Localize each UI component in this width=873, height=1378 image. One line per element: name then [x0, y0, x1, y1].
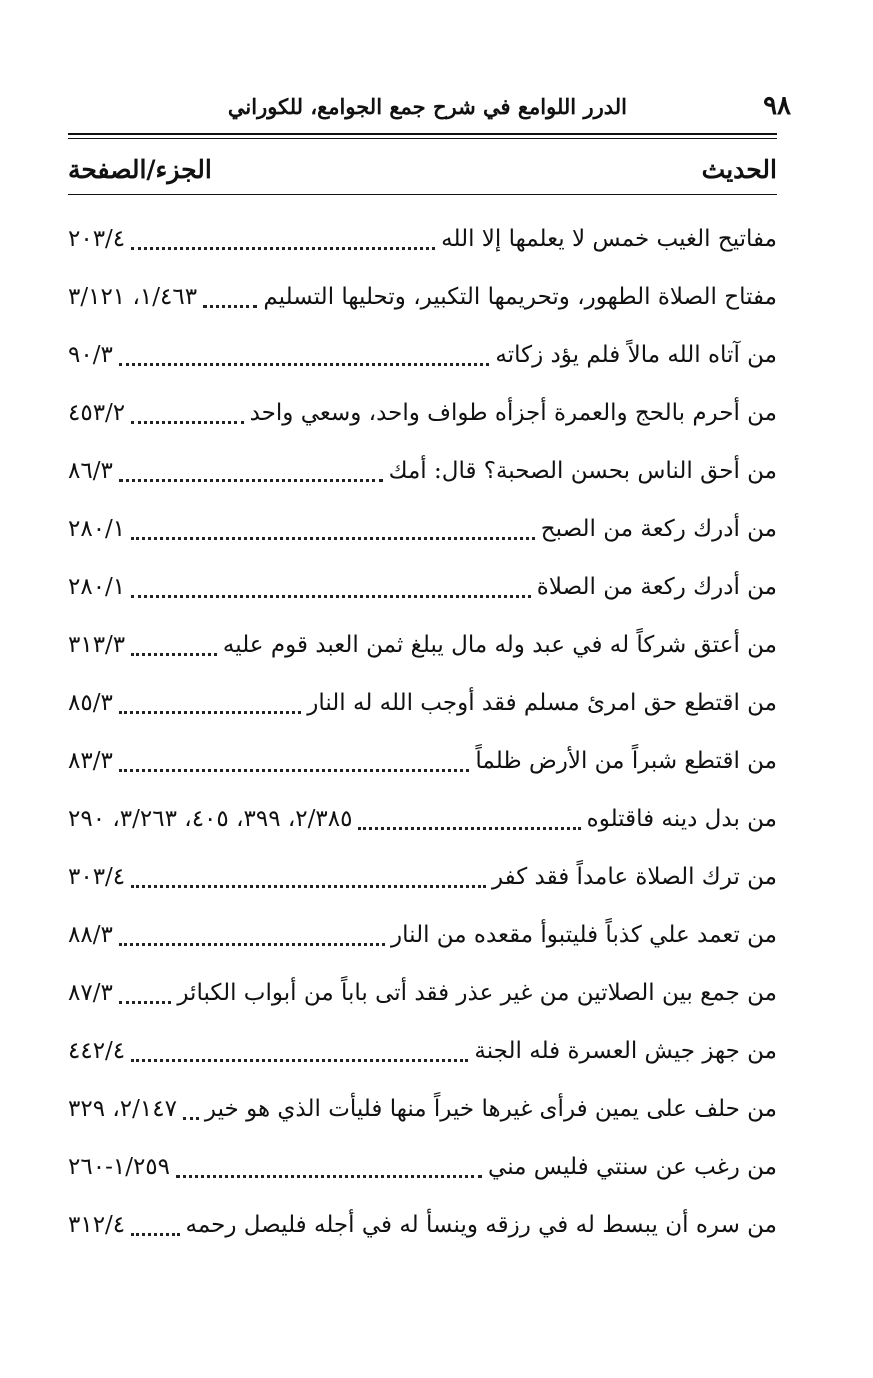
leader-dots	[203, 305, 257, 308]
hadith-text: من أدرك ركعة من الصبح	[540, 516, 777, 542]
hadith-text: من أعتق شركاً له في عبد وله مال يبلغ ثمن العبد قوم عليه	[222, 632, 777, 658]
hadith-text: من سره أن يبسط له في رزقه وينسأ له في أجله فليصل رحمه	[185, 1212, 777, 1238]
index-entry	[68, 964, 777, 1022]
index-entry	[68, 1196, 777, 1254]
index-entry	[68, 1138, 777, 1196]
leader-dots	[131, 1059, 468, 1062]
volume-page-ref: ١/٤٦٣، ٣/١٢١	[68, 284, 198, 310]
hadith-text: من بدل دينه فاقتلوه	[586, 806, 777, 832]
leader-dots	[119, 711, 301, 714]
index-entry	[68, 442, 777, 500]
leader-dots	[119, 479, 383, 482]
column-header-hadith: الحديث	[701, 155, 777, 184]
volume-page-ref: ٨٥/٣	[68, 690, 113, 716]
running-header	[68, 88, 791, 128]
volume-page-ref: ٨٨/٣	[68, 922, 113, 948]
hadith-text: من أحق الناس بحسن الصحبة؟ قال: أمك	[388, 458, 777, 484]
column-header-rule	[68, 194, 777, 195]
volume-page-ref: ٤٥٣/٢	[68, 400, 126, 426]
volume-page-ref: ٤٤٢/٤	[68, 1038, 126, 1064]
hadith-index-list	[68, 210, 777, 1254]
volume-page-ref: ٢/١٤٧، ٣٢٩	[68, 1096, 177, 1122]
index-entry	[68, 268, 777, 326]
leader-dots	[131, 885, 486, 888]
hadith-text: من اقتطع حق امرئ مسلم فقد أوجب الله له النار	[307, 690, 777, 716]
index-entry	[68, 1022, 777, 1080]
column-headers	[68, 150, 777, 194]
index-entry	[68, 906, 777, 964]
book-title: الدرر اللوامع في شرح جمع الجوامع، للكوراني	[227, 94, 627, 119]
index-entry	[68, 558, 777, 616]
index-entry	[68, 500, 777, 558]
hadith-text: من جهز جيش العسرة فله الجنة	[474, 1038, 777, 1064]
index-entry	[68, 790, 777, 848]
hadith-text: من أحرم بالحج والعمرة أجزأه طواف واحد، وسعي واحد	[249, 400, 777, 426]
volume-page-ref: ٩٠/٣	[68, 342, 113, 368]
leader-dots	[119, 363, 490, 366]
hadith-text: مفتاح الصلاة الطهور، وتحريمها التكبير، وتحليها التسليم	[263, 284, 777, 310]
volume-page-ref: ٢/٣٨٥، ٣٩٩، ٤٠٥، ٣/٢٦٣، ٢٩٠	[68, 806, 353, 832]
hadith-text: من رغب عن سنتي فليس مني	[488, 1154, 777, 1180]
volume-page-ref: ١/٢٥٩-٢٦٠	[68, 1154, 171, 1180]
hadith-text: من جمع بين الصلاتين من غير عذر فقد أتى باباً من أبواب الكبائر	[177, 980, 777, 1006]
leader-dots	[119, 769, 470, 772]
volume-page-ref: ٨٣/٣	[68, 748, 113, 774]
page-number: ٩٨	[763, 91, 791, 121]
leader-dots	[119, 943, 385, 946]
header-rule-thin	[68, 138, 777, 139]
leader-dots	[176, 1175, 482, 1178]
index-entry	[68, 384, 777, 442]
column-header-volume-page: الجزء/الصفحة	[68, 155, 212, 184]
volume-page-ref: ٨٧/٣	[68, 980, 113, 1006]
hadith-text: مفاتيح الغيب خمس لا يعلمها إلا الله	[441, 226, 777, 252]
leader-dots	[119, 1001, 172, 1004]
volume-page-ref: ٢٠٣/٤	[68, 226, 126, 252]
index-entry	[68, 210, 777, 268]
leader-dots	[131, 653, 217, 656]
index-entry	[68, 848, 777, 906]
volume-page-ref: ٢٨٠/١	[68, 574, 126, 600]
hadith-text: من أدرك ركعة من الصلاة	[536, 574, 777, 600]
volume-page-ref: ٢٨٠/١	[68, 516, 126, 542]
volume-page-ref: ٨٦/٣	[68, 458, 113, 484]
index-entry	[68, 326, 777, 384]
hadith-text: من حلف على يمين فرأى غيرها خيراً منها فليأت الذي هو خير	[204, 1096, 777, 1122]
hadith-text: من تعمد علي كذباً فليتبوأ مقعده من النار	[391, 922, 777, 948]
hadith-text: من آتاه الله مالاً فلم يؤد زكاته	[495, 342, 777, 368]
hadith-text: من اقتطع شبراً من الأرض ظلماً	[475, 748, 777, 774]
index-entry	[68, 732, 777, 790]
index-entry	[68, 674, 777, 732]
leader-dots	[131, 595, 531, 598]
index-entry	[68, 1080, 777, 1138]
leader-dots	[131, 247, 435, 250]
volume-page-ref: ٣٠٣/٤	[68, 864, 126, 890]
leader-dots	[183, 1117, 199, 1120]
leader-dots	[131, 421, 243, 424]
volume-page-ref: ٣١٣/٣	[68, 632, 126, 658]
index-entry	[68, 616, 777, 674]
leader-dots	[131, 537, 535, 540]
volume-page-ref: ٣١٢/٤	[68, 1212, 126, 1238]
leader-dots	[358, 827, 580, 830]
hadith-text: من ترك الصلاة عامداً فقد كفر	[491, 864, 777, 890]
leader-dots	[131, 1233, 179, 1236]
header-rule-thick	[68, 133, 777, 135]
